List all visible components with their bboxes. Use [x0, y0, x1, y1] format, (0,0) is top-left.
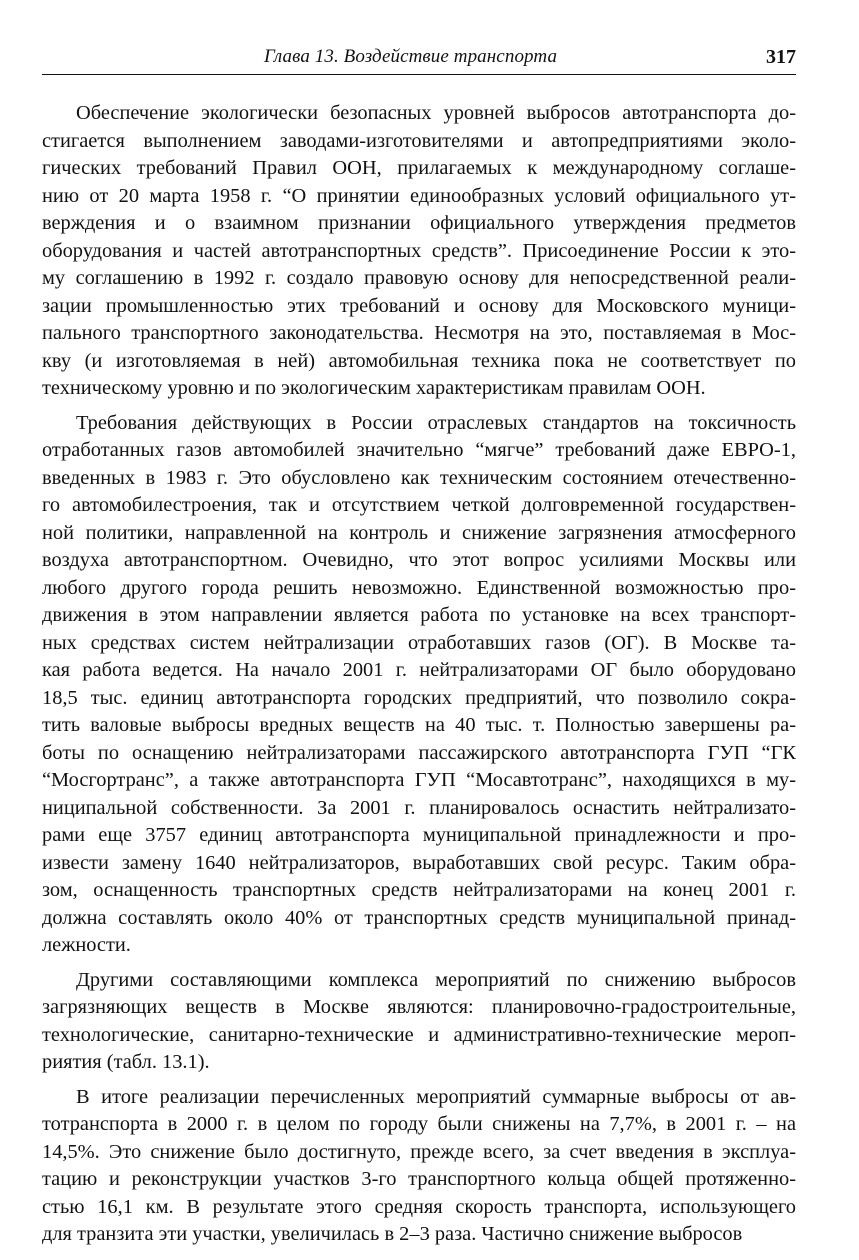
- page-number: 317: [766, 46, 796, 68]
- text-line: тить валовые выбросы вредных веществ на 40 тыс. т. Полностью завершены ра-: [42, 714, 796, 736]
- text-line: введенных в 1983 г. Это обусловлено как техническим состоянием отечественно-: [42, 466, 796, 489]
- paragraph: [42, 967, 796, 1077]
- text-line: рами еще 3757 единиц автотранспорта муниципальной принадлежности и про-: [42, 824, 796, 846]
- text-line: кву (и изготовляемая в ней) автомобильная техника пока не соответствует по: [42, 349, 796, 372]
- text-line: загрязняющих веществ в Москве являются: планировочно-градостроительные,: [42, 996, 796, 1018]
- text-line: стью 16,1 км. В результате этого средняя скорость транспорта, использующего: [42, 1195, 796, 1218]
- text-line: любого другого города решить невозможно. Единственной возможностью про-: [42, 576, 796, 599]
- paragraph: [42, 100, 796, 403]
- text-line: технологические, санитарно-технические и административно-технические мероп-: [42, 1023, 796, 1046]
- text-line: боты по оснащению нейтрализаторами пассажирского автотранспорта ГУП “ГК: [42, 741, 796, 764]
- text-line: пального транспортного законодательства. Несмотря на это, поставляемая в Мос-: [42, 322, 796, 344]
- paragraph: [42, 410, 796, 960]
- text-line: зом, оснащенность транспортных средств нейтрализаторами на конец 2001 г.: [42, 879, 796, 901]
- text-line: верждения и о взаимном признании официального утверждения предметов: [42, 212, 796, 234]
- text-line: ных средствах систем нейтрализации отработавших газов (ОГ). В Москве та-: [42, 631, 796, 654]
- text-line: нию от 20 марта 1958 г. “О принятии единообразных условий официального ут-: [42, 184, 796, 207]
- text-line: ниципальной собственности. За 2001 г. планировалось оснастить нейтрализато-: [42, 796, 796, 819]
- text-line: лежности.: [42, 934, 131, 956]
- text-line: риятия (табл. 13.1).: [42, 1051, 210, 1073]
- text-line: техническому уровню и по экологическим характеристикам правилам ООН.: [42, 377, 706, 399]
- text-line: ной политики, направленной на контроль и снижение загрязнения атмосферного: [42, 521, 796, 544]
- text-line: му соглашению в 1992 г. создало правовую основу для непосредственной реали-: [42, 267, 796, 289]
- text-line: кая работа ведется. На начало 2001 г. нейтрализаторами ОГ было оборудовано: [42, 659, 796, 681]
- text-line: го автомобилестроения, так и отсутствием четкой долговременной государствен-: [42, 494, 796, 516]
- text-line: 14,5%. Это снижение было достигнуто, прежде всего, за счет введения в эксплуа-: [42, 1140, 796, 1163]
- text-line: для транзита эти участки, увеличилась в 2–3 раза. Частично снижение выбросов: [42, 1223, 743, 1245]
- text-line: воздуха автотранспортном. Очевидно, что этот вопрос усилиями Москвы или: [42, 549, 796, 571]
- body-text: [42, 100, 796, 1256]
- paragraph: [42, 1084, 796, 1249]
- text-line: Обеспечение экологически безопасных уровней выбросов автотранспорта до-: [76, 102, 796, 124]
- text-line: стигается выполнением заводами-изготовителями и автопредприятиями эколо-: [42, 129, 796, 152]
- text-line: Другими составляющими комплекса мероприятий по снижению выбросов: [76, 968, 796, 991]
- text-line: В итоге реализации перечисленных мероприятий суммарные выбросы от ав-: [76, 1085, 796, 1108]
- text-line: 18,5 тыс. единиц автотранспорта городских предприятий, что позволило сокра-: [42, 686, 796, 709]
- running-header: [42, 44, 796, 75]
- text-line: зации промышленностью этих требований и основу для Московского муници-: [42, 294, 796, 317]
- text-line: отработанных газов автомобилей значительно “мягче” требований даже ЕВРО-1,: [42, 439, 796, 461]
- text-line: тотранспорта в 2000 г. в целом по городу были снижены на 7,7%, в 2001 г. – на: [42, 1113, 796, 1135]
- text-line: “Мосгортранс”, а также автотранспорта ГУП “Мосавтотранс”, находящихся в му-: [42, 769, 796, 791]
- text-line: гических требований Правил ООН, прилагаемых к международному соглаше-: [42, 157, 796, 179]
- text-line: извести замену 1640 нейтрализаторов, выработавших свой ресурс. Таким обра-: [42, 851, 796, 874]
- text-line: тацию и реконструкции участков 3-го транспортного кольца общей протяженно-: [42, 1168, 796, 1190]
- text-line: оборудования и частей автотранспортных средств”. Присоединение России к это-: [42, 239, 796, 262]
- text-line: движения в этом направлении является работа по установке на всех транспорт-: [42, 604, 796, 626]
- chapter-title: Глава 13. Воздействие транспорта: [264, 46, 558, 67]
- text-line: должна составлять около 40% от транспортных средств муниципальной принад-: [42, 906, 796, 929]
- text-line: Требования действующих в России отраслевых стандартов на токсичность: [76, 411, 796, 434]
